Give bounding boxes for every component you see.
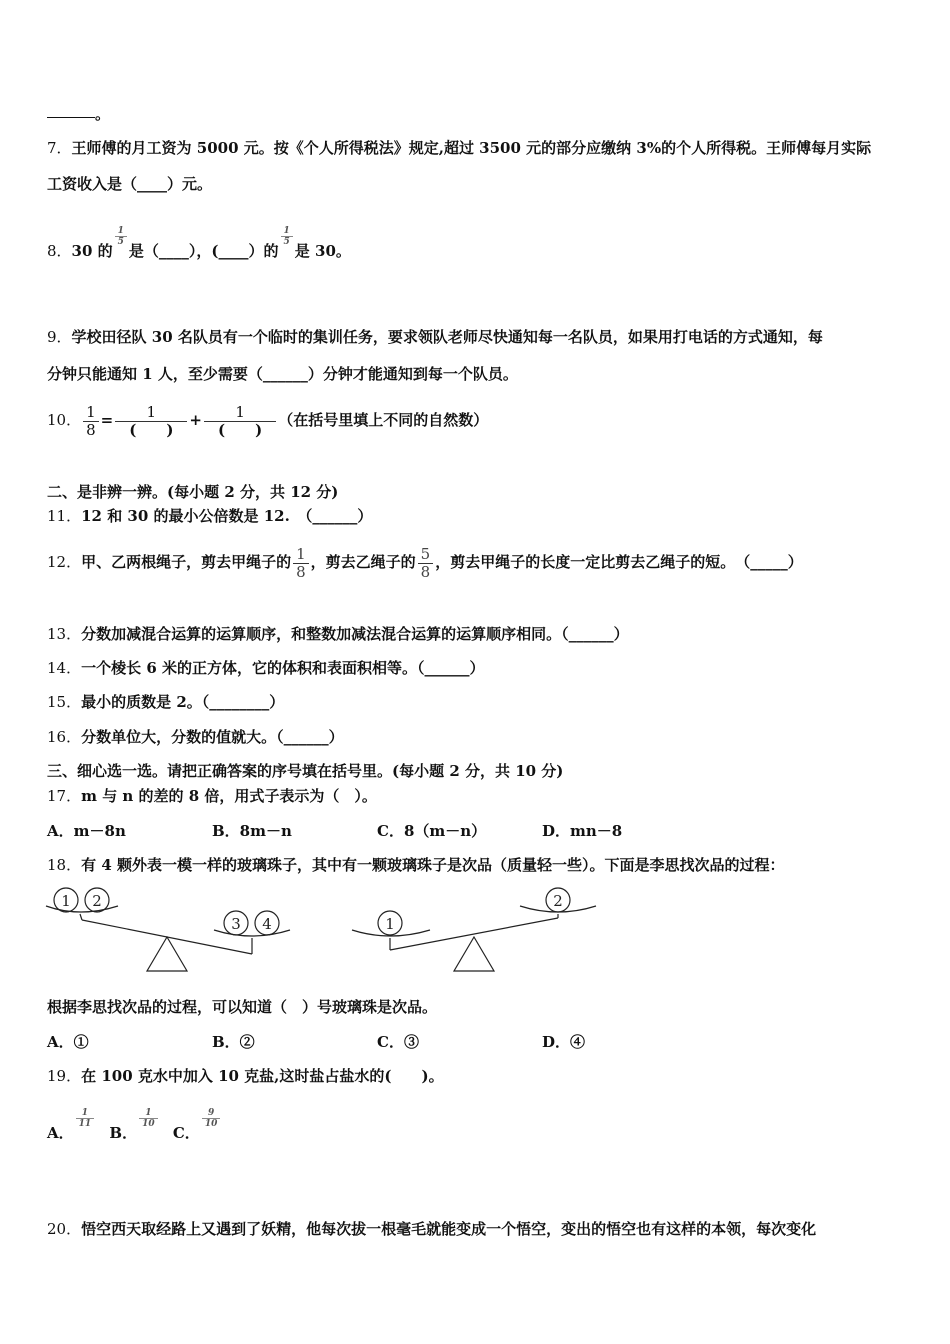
question-12 xyxy=(47,540,803,584)
section-2-title: 二、是非辨一辨。(每小题 2 分，共 12 分) xyxy=(47,483,339,501)
question-17-option-d[interactable]: D．mn－8 xyxy=(542,822,623,840)
question-18-number: 18． xyxy=(47,856,82,874)
question-8 xyxy=(47,226,351,275)
question-13-number: 13． xyxy=(47,625,82,643)
question-12-part-3: ，剪去甲绳子的长度一定比剪去乙绳子的短。 （_____） xyxy=(435,553,803,571)
question-14 xyxy=(47,658,484,678)
question-12-part-2: ，剪去乙绳子的 xyxy=(310,553,416,571)
question-20-number: 20． xyxy=(47,1220,82,1238)
question-18-option-b[interactable]: B．② xyxy=(212,1033,255,1051)
question-16-number: 16． xyxy=(47,728,82,746)
question-17-option-b[interactable]: B．8m－n xyxy=(212,822,292,840)
question-20 xyxy=(47,1219,816,1239)
question-10-number: 10． xyxy=(47,411,82,429)
question-18-prompt: 根据李思找次品的过程，可以知道（ ）号玻璃珠是次品。 xyxy=(47,998,438,1016)
question-8-part-2: 是（____），(____）的 xyxy=(128,242,279,260)
ball-label: 1 xyxy=(61,892,71,910)
question-9-number: 9． xyxy=(47,328,72,346)
question-19-number: 19． xyxy=(47,1067,82,1085)
question-17-text: m 与 n 的差的 8 倍，用式子表示为（ ）。 xyxy=(81,787,377,805)
question-11-number: 11． xyxy=(47,507,82,525)
question-18-option-d[interactable]: D．④ xyxy=(542,1033,586,1051)
fraction-blank-2: $\frac{1}{( )}$ xyxy=(204,404,276,439)
question-15-number: 15． xyxy=(47,693,82,711)
question-8-part-1: 30 的 xyxy=(71,242,113,260)
question-7-line-2 xyxy=(47,174,212,194)
question-14-text: 一个棱长 6 米的正方体，它的体积和表面积相等。（______） xyxy=(81,659,485,677)
question-9-line-2 xyxy=(47,364,518,384)
ball-label: 2 xyxy=(553,892,563,910)
question-19-option-b[interactable]: B． $\frac{1}{10}$ xyxy=(109,1124,159,1142)
question-17-number: 17． xyxy=(47,787,82,805)
question-7-text-cont: 工资收入是（____）元。 xyxy=(47,175,213,193)
question-7-text: 王师傅的月工资为 5000 元。按《个人所得税法》规定,超过 3500 元的部分应缴纳 3%的个人所得税。王师傅每月实际 xyxy=(71,139,872,157)
question-15-text: 最小的质数是 2。（________） xyxy=(81,693,285,711)
question-17-option-c[interactable]: C．8（m－n） xyxy=(377,822,487,840)
previous-question-tail: 。 xyxy=(95,105,111,123)
question-18-text: 有 4 颗外表一模一样的玻璃珠子，其中有一颗玻璃珠子是次品（质量轻一些）。下面是李思找次品的过程： xyxy=(81,856,785,874)
equals-sign: = xyxy=(100,411,114,429)
question-19-text: 在 100 克水中加入 10 克盐,这时盐占盐水的( )。 xyxy=(81,1067,444,1085)
question-19 xyxy=(47,1066,444,1086)
question-15 xyxy=(47,692,284,712)
question-9-text: 学校田径队 30 名队员有一个临时的集训任务，要求领队老师尽快通知每一名队员，如果用打电话的方式通知，每 xyxy=(71,328,823,346)
question-8-number: 8． xyxy=(47,242,72,260)
fraction-one-eighth: $\frac{1}{8}$ xyxy=(83,404,99,439)
fraction-one-fifth: $\frac{1}{5}$ xyxy=(115,226,127,247)
question-12-part-1: 甲、乙两根绳子，剪去甲绳子的 xyxy=(81,553,292,571)
fraction-blank-1: $\frac{1}{( )}$ xyxy=(115,404,187,439)
previous-answer-blank xyxy=(47,117,95,118)
question-10-tail: （在括号里填上不同的自然数） xyxy=(278,411,489,429)
balance-diagram xyxy=(40,878,610,978)
question-17-option-a[interactable]: A．m－8n xyxy=(47,822,126,840)
question-16 xyxy=(47,727,344,747)
question-17 xyxy=(47,786,377,806)
question-19-options xyxy=(47,1108,222,1153)
question-9-line-1 xyxy=(47,327,823,347)
balance-1 xyxy=(46,888,290,971)
fraction-one-fifth-2: $\frac{1}{5}$ xyxy=(281,226,293,247)
question-7-line-1 xyxy=(47,138,871,158)
ball-label: 4 xyxy=(262,915,272,933)
question-10 xyxy=(47,400,488,440)
question-8-part-3: 是 30。 xyxy=(294,242,351,260)
question-11-text: 12 和 30 的最小公倍数是 12. （______） xyxy=(81,507,373,525)
question-14-number: 14． xyxy=(47,659,82,677)
fraction-one-eighth-rope: $\frac{1}{8}$ xyxy=(293,546,309,581)
question-18-option-a[interactable]: A．① xyxy=(47,1033,89,1051)
question-11 xyxy=(47,506,372,526)
question-9-text-cont: 分钟只能通知 1 人，至少需要（______）分钟才能通知到每一个队员。 xyxy=(47,365,518,383)
question-12-number: 12． xyxy=(47,553,82,571)
question-20-text: 悟空西天取经路上又遇到了妖精，他每次拔一根毫毛就能变成一个悟空，变出的悟空也有这样的本领，每次变化 xyxy=(81,1220,817,1238)
ball-label: 2 xyxy=(92,892,102,910)
ball-label: 1 xyxy=(385,915,395,933)
question-18 xyxy=(47,855,784,875)
question-13 xyxy=(47,624,629,644)
plus-sign: + xyxy=(189,411,202,429)
question-13-text: 分数加减混合运算的运算顺序，和整数加减法混合运算的运算顺序相同。（______） xyxy=(81,625,629,643)
question-19-option-c[interactable]: C． $\frac{9}{10}$ xyxy=(173,1124,222,1142)
question-7-number: 7． xyxy=(47,139,72,157)
ball-label: 3 xyxy=(231,915,241,933)
question-18-option-c[interactable]: C．③ xyxy=(377,1033,419,1051)
fraction-five-eighths-rope: $\frac{5}{8}$ xyxy=(418,546,434,581)
section-3-title: 三、细心选一选。请把正确答案的序号填在括号里。(每小题 2 分，共 10 分) xyxy=(47,762,564,780)
question-16-text: 分数单位大，分数的值就大。（______） xyxy=(81,728,344,746)
question-19-option-a[interactable]: A． $\frac{1}{11}$ xyxy=(47,1124,96,1142)
